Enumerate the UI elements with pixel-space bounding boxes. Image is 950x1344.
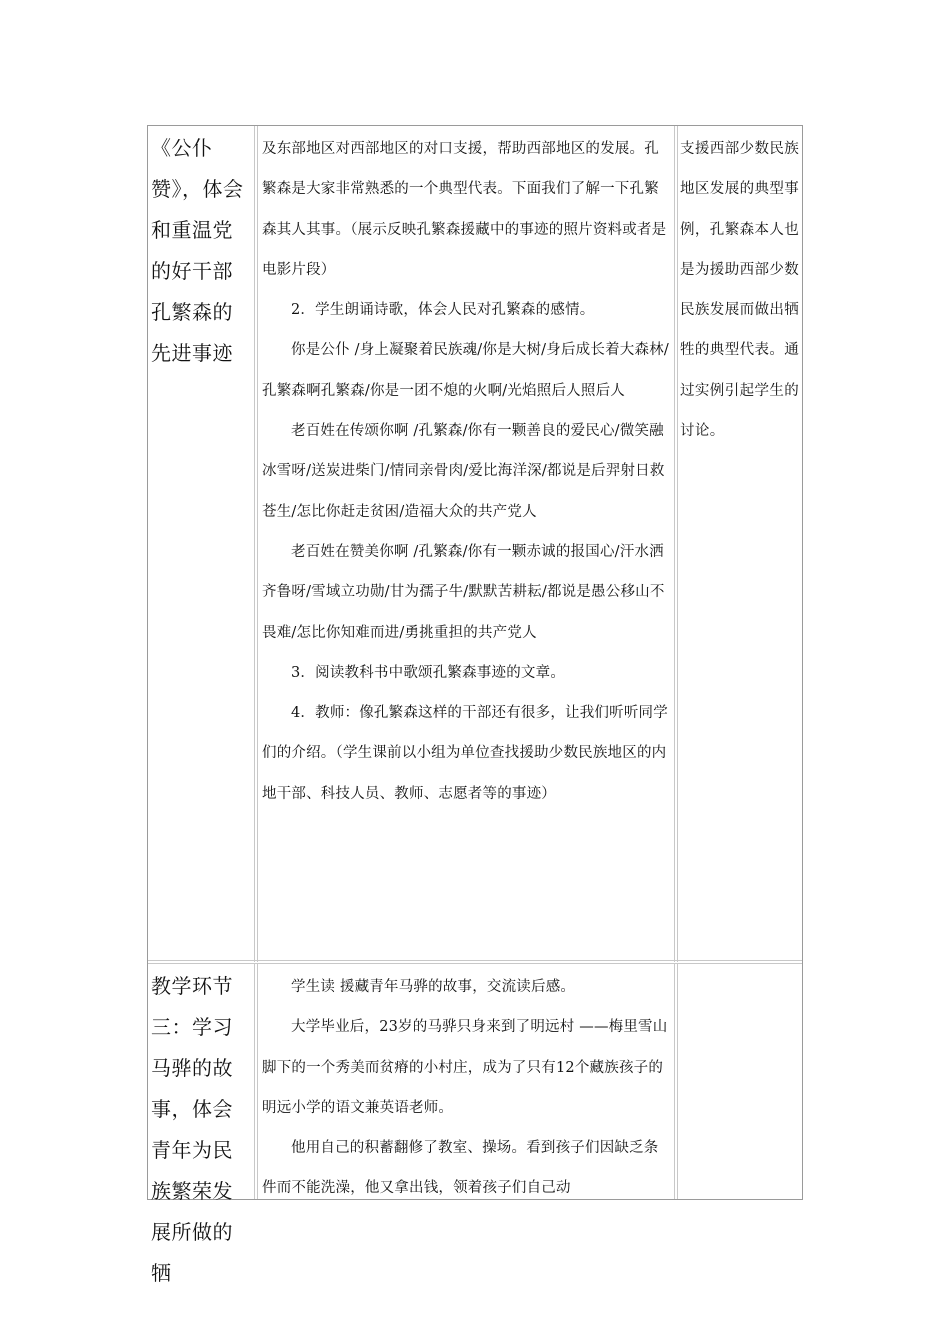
table-row bbox=[148, 126, 802, 962]
column-divider bbox=[254, 964, 258, 1199]
topic-cell bbox=[148, 126, 254, 962]
activity-cell bbox=[258, 964, 674, 1199]
intent-cell bbox=[678, 126, 802, 962]
poem-stanza: 老百姓在赞美你啊 /孔繁森/你有一颗赤诚的报国心/汗水洒齐鲁呀/雪域立功勋/甘为孺子牛/默默苦耕耘/都说是愚公移山不畏难/怎比你知难而进/勇挑重担的共产党人 bbox=[262, 543, 665, 641]
activity-paragraph: 2．学生朗诵诗歌，体会人民对孔繁森的感情。 bbox=[291, 302, 595, 319]
intent-text: 支援西部少数民族地区发展的典型事例，孔繁森本人也是为援助西部少数民族发展而做出牺牲的典型代表。通过实例引起学生的讨论。 bbox=[680, 141, 800, 440]
column-divider bbox=[254, 126, 258, 962]
activity-cell bbox=[258, 126, 674, 962]
activity-paragraph: 4．教师：像孔繁森这样的干部还有很多，让我们听听同学们的介绍。（学生课前以小组为单位查找援助少数民族地区的内地干部、科技人员、教师、志愿者等的事迹） bbox=[262, 705, 668, 802]
intent-cell bbox=[678, 964, 802, 1199]
activity-paragraph: 学生读 援藏青年马骅的故事，交流读后感。 bbox=[291, 979, 576, 995]
activity-paragraph: 及东部地区对西部地区的对口支援，帮助西部地区的发展。孔繁森是大家非常熟悉的一个典型代表。下面我们了解一下孔繁森其人其事。（展示反映孔繁森援藏中的事迹的照片资料或者是电影片段） bbox=[262, 141, 667, 278]
poem-stanza: 老百姓在传颂你啊 /孔繁森/你有一颗善良的爱民心/微笑融冰雪呀/送炭进柴门/情同亲骨肉/爱比海洋深/都说是后羿射日救苍生/怎比你赶走贫困/造福大众的共产党人 bbox=[262, 423, 665, 520]
poem-stanza: 你是公仆 /身上凝聚着民族魂/你是大树/身后成长着大森林/孔繁森啊孔繁森/你是一团不熄的火啊/光焰照后人照后人 bbox=[262, 342, 669, 399]
activity-paragraph: 3．阅读教科书中歌颂孔繁森事迹的文章。 bbox=[291, 664, 566, 681]
lesson-plan-table bbox=[147, 125, 803, 1285]
story-paragraph: 他用自己的积蓄翻修了教室、操场。看到孩子们因缺乏条件而不能洗澡，他又拿出钱，领着孩子们自己动 bbox=[262, 1140, 659, 1197]
column-divider bbox=[674, 964, 678, 1199]
topic-text: 《公仆赞》，体会和重温党的好干部孔繁森的先进事迹 bbox=[151, 136, 244, 365]
table-row bbox=[148, 964, 802, 1285]
story-paragraph: 大学毕业后，23岁的马骅只身来到了明远村 ——梅里雪山脚下的一个秀美而贫瘠的小村庄，成为了只有12个藏族孩子的明远小学的语文兼英语老师。 bbox=[262, 1019, 668, 1116]
column-divider bbox=[674, 126, 678, 962]
topic-text: 教学环节三：学习马骅的故事，体会青年为民族繁荣发展所做的牺 bbox=[151, 974, 233, 1285]
topic-cell bbox=[148, 964, 254, 1285]
